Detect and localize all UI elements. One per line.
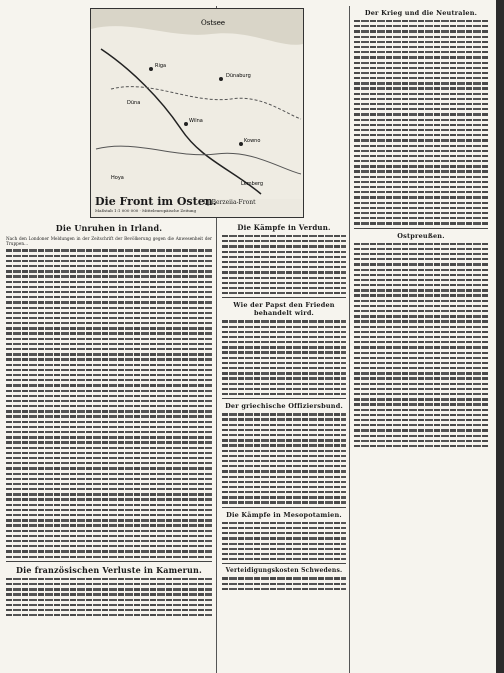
map-place: Düna (127, 100, 141, 106)
article-body (222, 577, 346, 590)
column-2 (222, 220, 346, 673)
article-body (354, 243, 488, 448)
front-map (90, 8, 304, 218)
headline-schweden: Verteidigungskosten Schwedens. (225, 567, 343, 575)
article-body (222, 235, 346, 294)
headline-verdun: Die Kämpfe in Verdun. (237, 223, 331, 232)
article-body (354, 20, 488, 225)
map-illustration (91, 9, 303, 199)
map-title: Die Front im Osten. (95, 195, 217, 208)
article-body (6, 578, 212, 617)
map-footnote: Maßstab 1:1 000 000 · Mitteleuropäische Zeitung (95, 208, 197, 213)
map-place: Kowno (244, 138, 261, 144)
map-place: Wilna (189, 118, 203, 124)
article-body (222, 522, 346, 561)
headline-irland: Die Unruhen in Irland. (55, 223, 163, 233)
column-3 (354, 6, 488, 673)
page-edge (496, 0, 504, 673)
map-credit: Dj Berzeiia-Front (203, 199, 256, 206)
headline-neutralen: Der Krieg und die Neutralen. (364, 9, 478, 17)
headline-papst: Wie der Papst den Frieden behandelt wird. (233, 301, 335, 318)
map-place: Hoya (111, 175, 124, 181)
column-rule (349, 6, 350, 673)
headline-kamerun: Die französischen Verluste in Kamerun. (15, 564, 203, 575)
article-body (6, 249, 212, 557)
map-place: Dünaburg (226, 73, 251, 79)
headline-ostpreussen: Ostpreußen. (397, 231, 445, 240)
article-lead: Nach den Londoner Meldungen in der Zeitschrift der Bevölkerung gegen die Anwesenheit der Truppen... (6, 236, 212, 247)
headline-offiziersbund: Der griechische Offiziersbund. (225, 402, 343, 411)
map-place: Lemberg (241, 181, 264, 187)
column-1 (6, 220, 212, 673)
map-place: Ostsee (201, 19, 226, 27)
map-place: Riga (155, 63, 167, 69)
article-body (222, 413, 346, 503)
headline-mesopotamien: Die Kämpfe in Mesopotamien. (226, 510, 342, 519)
article-body (222, 320, 346, 395)
